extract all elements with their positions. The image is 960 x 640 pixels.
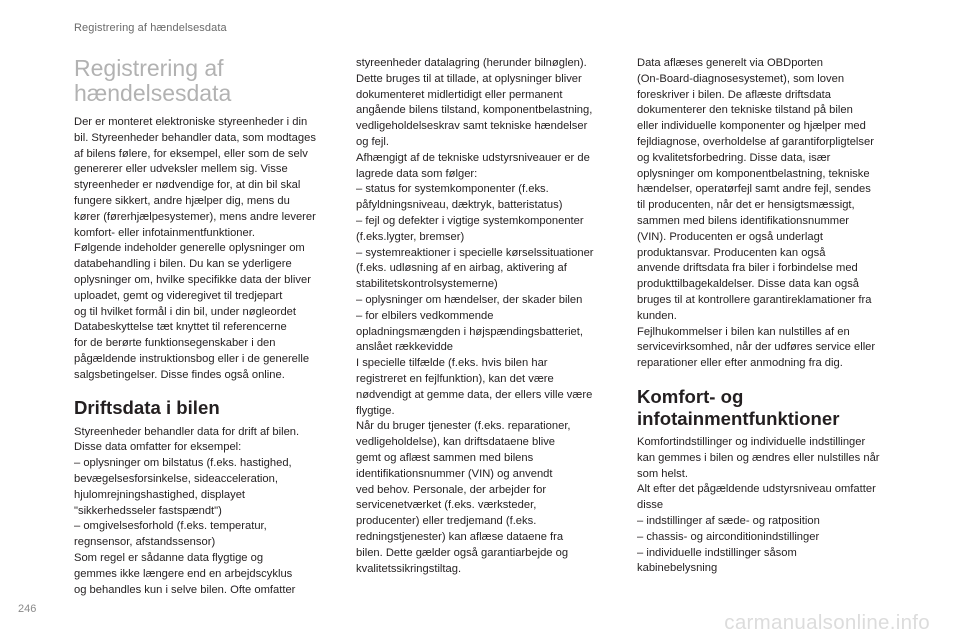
text-line: gemt og aflæst sammen med bilens <box>356 451 534 464</box>
text-line: – status for systemkomponenter (f.eks. <box>356 183 549 196</box>
section-title-line: infotainmentfunktioner <box>637 407 840 429</box>
text-line: – oplysninger om hændelser, der skader bilen <box>356 293 583 306</box>
text-line: stabilitetskontrolsystemerne) <box>356 278 498 291</box>
text-line: dokumenteret midlertidigt eller permanent <box>356 88 563 101</box>
text-line: Dette bruges til at tillade, at oplysninger bliver <box>356 72 582 85</box>
text-line: fungere sikkert, andre hjælper dig, mens du <box>74 194 290 207</box>
text-line: eller individuelle komponenter og hjælper med <box>637 120 866 133</box>
section-title-komfort <box>637 386 899 430</box>
text-line: servicenetværket (f.eks. værksteder, <box>356 499 537 512</box>
text-line: (On-Board-diagnosesystemet), som loven <box>637 72 845 85</box>
text-line: bruges til at kontrollere garantireklamationer fra <box>637 293 872 306</box>
text-line: – indstillinger af sæde- og ratposition <box>637 514 820 527</box>
text-line: kører (førerhjælpesystemer), mens andre leverer <box>74 210 316 223</box>
text-line: Alt efter det pågældende udstyrsniveau omfatter <box>637 483 876 496</box>
text-line: Databeskyttelse tæt knyttet til referencerne <box>74 321 287 334</box>
text-line: reparationer eller efter anmodning fra dig. <box>637 357 843 370</box>
text-line: fejldiagnose, overholdelse af garantiforpligtelser <box>637 135 874 148</box>
watermark-text: carmanualsonline.info <box>724 611 930 634</box>
text-line: Data aflæses generelt via OBDporten <box>637 57 823 69</box>
text-line: Disse data omfatter for eksempel: <box>74 441 242 454</box>
page-title-line: hændelsesdata <box>74 80 232 106</box>
section-title-driftsdata: Driftsdata i bilen <box>74 396 220 418</box>
text-line: Følgende indeholder generelle oplysninger om <box>74 242 305 255</box>
text-line: kan gemmes i bilen og ændres eller nulstilles når <box>637 451 880 464</box>
text-line: af bilens følere, for eksempel, eller som de selv <box>74 147 308 160</box>
text-line: anvende driftsdata fra biler i forbindelse med <box>637 262 858 275</box>
text-line: foreskriver i bilen. De aflæste driftsdata <box>637 88 831 101</box>
text-line: producenter) eller tredjemand (f.eks. <box>356 515 537 528</box>
text-line: salgsbetingelser. Disse findes også online. <box>74 368 285 381</box>
text-line: regnsensor, afstandssensor) <box>74 536 216 549</box>
text-line: nødvendigt at gemme data, der ellers ville være <box>356 388 593 401</box>
text-line: påfyldningsniveau, dæktryk, batteristatus) <box>356 199 563 212</box>
text-line: til producenten, når det er hensigtsmæssigt, <box>637 199 855 212</box>
text-line: bevægelsesforsinkelse, sideacceleration, <box>74 472 278 485</box>
text-line: (f.eks. udløsning af en airbag, aktivering af <box>356 262 567 275</box>
text-line: genererer eller udveksler mellem sig. Visse <box>74 163 288 176</box>
text-line: gemmes ikke længere end en arbejdscyklus <box>74 567 293 580</box>
text-line: og til hvilket formål i din bil, under nøgleordet <box>74 305 296 318</box>
text-line: – fejl og defekter i vigtige systemkomponenter <box>356 214 584 227</box>
text-line: og behandles kun i selve bilen. Ofte omfatter <box>74 583 296 596</box>
text-line: ved behov. Personale, der arbejder for <box>356 483 547 496</box>
text-line: sammen med bilens identifikationsnummer <box>637 214 850 227</box>
text-line: anslået rækkevidde <box>356 341 454 354</box>
text-line: Når du bruger tjenester (f.eks. reparationer, <box>356 420 571 433</box>
text-line: flygtige. <box>356 404 395 417</box>
text-line: hjulomrejningshastighed, displayet <box>74 488 246 501</box>
text-line: produkttilbagekaldelser. Disse data kan også <box>637 278 860 291</box>
text-line: lagrede data som følger: <box>356 167 478 180</box>
column-2 <box>356 56 618 577</box>
text-line: produktansvar. Producenten kan også <box>637 246 826 259</box>
text-line: styreenheder datalagring (herunder bilnøglen). <box>356 57 587 69</box>
datalagring-paragraph <box>356 56 618 577</box>
text-line: styreenheder er nødvendige for, at din bil skal <box>74 179 301 192</box>
text-line: – omgivelsesforhold (f.eks. temperatur, <box>74 520 267 533</box>
text-line: disse <box>637 499 664 512</box>
text-line: kabinebelysning <box>637 562 718 575</box>
column-3 <box>637 56 899 577</box>
obd-paragraph <box>637 56 899 372</box>
text-line: databehandling i bilen. Du kan se yderligere <box>74 258 292 271</box>
text-line: Styreenheder behandler data for drift af bilen. <box>74 425 300 438</box>
text-line: hændelser, operatørfejl samt andre fejl, sendes <box>637 183 871 196</box>
text-line: Komfortindstillinger og individuelle indstillinger <box>637 435 866 448</box>
text-line: pågældende instruktionsbog eller i de generelle <box>74 352 310 365</box>
komfort-paragraph <box>637 435 899 577</box>
text-line: Der er monteret elektroniske styreenheder i din <box>74 116 308 128</box>
text-line: Afhængigt af de tekniske udstyrsniveauer er de <box>356 151 590 164</box>
running-header: Registrering af hændelsesdata <box>74 22 227 34</box>
text-line: (f.eks.lygter, bremser) <box>356 230 465 243</box>
text-line: – systemreaktioner i specielle kørselssituationer <box>356 246 594 259</box>
text-line: og fejl. <box>356 135 389 148</box>
text-line: "sikkerhedsseler fastspændt") <box>74 504 222 517</box>
text-line: vedligeholdelse), kan driftsdataene blive <box>356 436 556 449</box>
text-line: redningstjenester) kan aflæse dataene fra <box>356 530 564 543</box>
column-1 <box>74 56 336 598</box>
text-line: identifikationsnummer (VIN) og anvendt <box>356 467 553 480</box>
text-line: kunden. <box>637 309 677 322</box>
text-line: Fejlhukommelser i bilen kan nulstilles af en <box>637 325 850 338</box>
text-line: uploadet, gemt og videregivet til tredjepart <box>74 289 283 302</box>
text-line: kvalitetssikringstiltag. <box>356 562 462 575</box>
page-title <box>74 56 336 106</box>
text-line: for de berørte funktionsegenskaber i den <box>74 337 276 350</box>
text-line: vedligeholdelseskrav samt tekniske hændelser <box>356 120 588 133</box>
text-line: – chassis- og airconditionindstillinger <box>637 530 820 543</box>
text-line: oplysninger om, hvilke specifikke data der bliver <box>74 273 311 286</box>
text-line: registreret en fejlfunktion), kan det være <box>356 372 554 385</box>
intro-paragraph <box>74 115 336 384</box>
text-line: Som regel er sådanne data flygtige og <box>74 551 264 564</box>
driftsdata-paragraph <box>74 425 336 599</box>
page-number: 246 <box>18 603 37 615</box>
page-title-line: Registrering af <box>74 55 224 81</box>
text-line: I specielle tilfælde (f.eks. hvis bilen har <box>356 357 548 370</box>
text-line: dokumenterer den tekniske tilstand på bilen <box>637 104 853 117</box>
text-line: komfort- eller infotainmentfunktioner. <box>74 226 255 239</box>
text-line: servicevirksomhed, når der udføres service eller <box>637 341 876 354</box>
text-line: (VIN). Producenten er også underlagt <box>637 230 823 243</box>
text-line: bilen. Dette gælder også garantiarbejde og <box>356 546 569 559</box>
text-line: – for elbilers vedkommende <box>356 309 494 322</box>
text-line: oplysninger om komponentbelastning, tekniske <box>637 167 870 180</box>
text-line: opladningsmængden i højspændingsbatteriet, <box>356 325 584 338</box>
text-line: – oplysninger om bilstatus (f.eks. hastighed, <box>74 457 292 470</box>
text-line: – individuelle indstillinger såsom <box>637 546 797 559</box>
text-line: og kvalitetsforbedring. Disse data, især <box>637 151 831 164</box>
text-line: angående bilens tilstand, komponentbelastning, <box>356 104 593 117</box>
text-line: som helst. <box>637 467 688 480</box>
section-title-line: Komfort- og <box>637 385 744 407</box>
text-line: bil. Styreenheder behandler data, som modtages <box>74 131 316 144</box>
